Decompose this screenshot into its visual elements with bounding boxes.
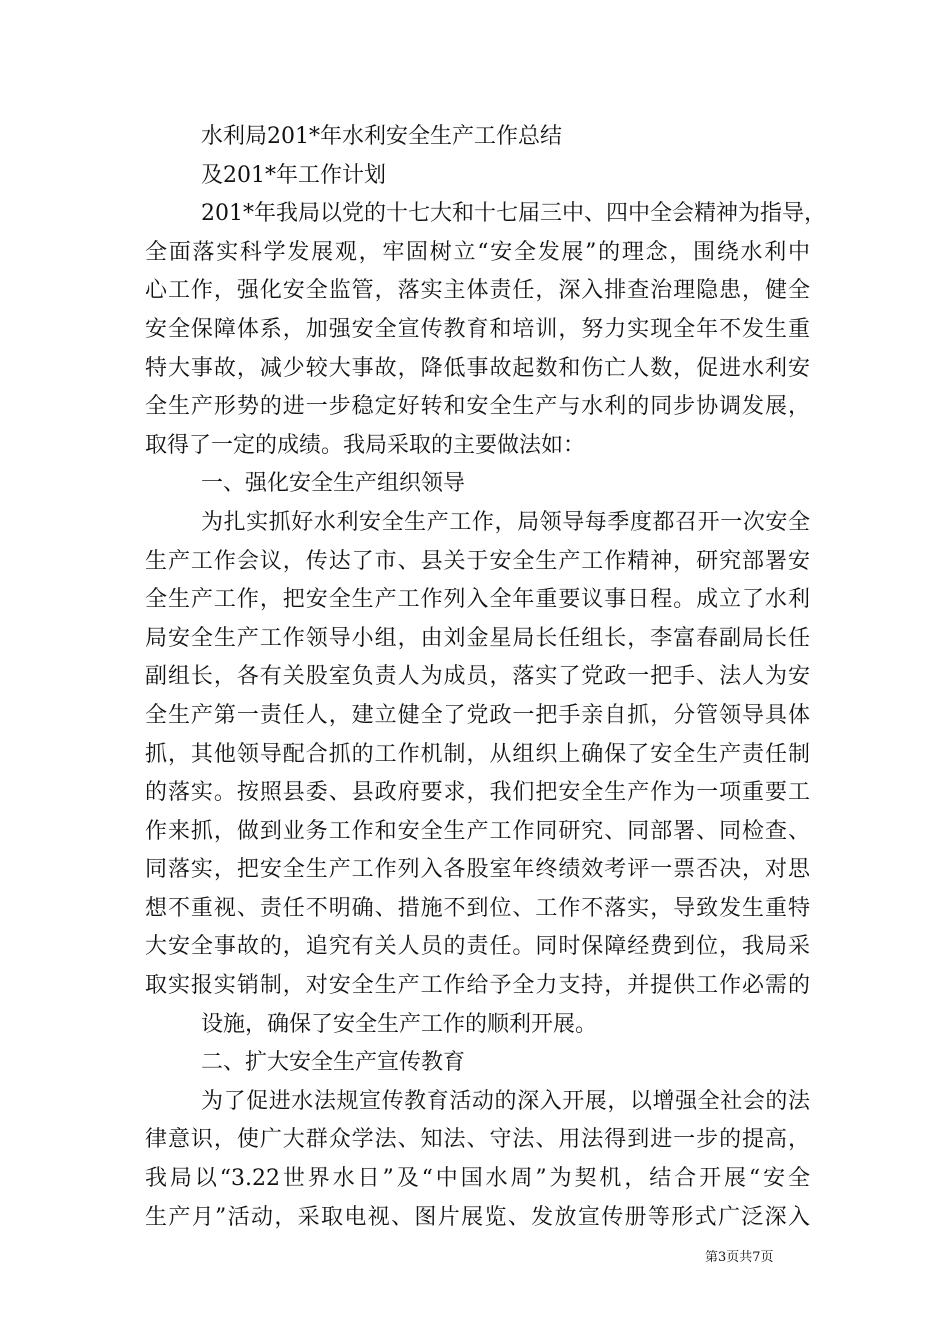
paragraph-line: 为扎实抓好水利安全生产工作，局领导每季度都召开一次安全	[201, 509, 810, 535]
paragraph-line: 全面落实科学发展观，牢固树立“安全发展”的理念，围绕水利中	[145, 239, 810, 265]
paragraph-line: 全生产形势的进一步稳定好转和安全生产与水利的同步协调发展，	[145, 394, 810, 420]
paragraph-line: 安全保障体系，加强安全宣传教育和培训，努力实现全年不发生重	[145, 316, 810, 342]
paragraph-line: 的落实。按照县委、县政府要求，我们把安全生产作为一项重要工	[145, 780, 810, 806]
paragraph-line: 律意识，使广大群众学法、知法、守法、用法得到进一步的提高，	[145, 1127, 810, 1153]
document-title-line-1: 水利局201*年水利安全生产工作总结	[201, 124, 562, 149]
paragraph-line: 心工作，强化安全监管，落实主体责任，深入排查治理隐患，健全	[145, 278, 810, 304]
paragraph-intro	[145, 195, 826, 465]
paragraph-line: 生产月”活动，采取电视、图片展览、发放宣传册等形式广泛深入	[145, 1204, 810, 1230]
paragraph-line: 想不重视、责任不明确、措施不到位、工作不落实，导致发生重特	[145, 895, 810, 921]
page-number-footer: 第3页共7页	[705, 1250, 774, 1265]
paragraph-line: 生产工作会议，传达了市、县关于安全生产工作精神，研究部署安	[145, 548, 810, 574]
paragraph-continuation: 设施，确保了安全生产工作的顺利开展。	[201, 1011, 598, 1037]
paragraph-line: 我局以“3.22世界水日”及“中国水周”为契机，结合开展“安全	[145, 1166, 810, 1192]
section-heading-1: 一、强化安全生产组织领导	[201, 471, 466, 497]
paragraph-line: 全生产第一责任人，建立健全了党政一把手亲自抓，分管领导具体	[145, 702, 810, 728]
paragraph-line: 作来抓，做到业务工作和安全生产工作同研究、同部署、同检查、	[145, 818, 810, 844]
paragraph-line: 副组长，各有关股室负责人为成员，落实了党政一把手、法人为安	[145, 664, 810, 690]
paragraph-line: 201*年我局以党的十七大和十七届三中、四中全会精神为指导，	[201, 201, 826, 227]
document-title-line-2: 及201*年工作计划	[201, 162, 386, 188]
paragraph-line: 抓，其他领导配合抓的工作机制，从组织上确保了安全生产责任制	[145, 741, 810, 767]
paragraph-line: 大安全事故的，追究有关人员的责任。同时保障经费到位，我局采	[145, 934, 810, 960]
paragraph-line: 局安全生产工作领导小组，由刘金星局长任组长，李富春副局长任	[145, 625, 810, 651]
paragraph-line: 全生产工作，把安全生产工作列入全年重要议事日程。成立了水利	[145, 587, 810, 613]
paragraph-line: 取实报实销制，对安全生产工作给予全力支持，并提供工作必需的	[145, 973, 810, 999]
section-heading-2: 二、扩大安全生产宣传教育	[201, 1050, 466, 1076]
document-body	[145, 118, 826, 1237]
paragraph-organization	[145, 504, 810, 1006]
paragraph-line: 取得了一定的成绩。我局采取的主要做法如：	[145, 432, 586, 458]
paragraph-line: 同落实，把安全生产工作列入各股室年终绩效考评一票否决，对思	[145, 857, 810, 883]
paragraph-line: 为了促进水法规宣传教育活动的深入开展，以增强全社会的法	[201, 1088, 810, 1114]
paragraph-publicity	[145, 1083, 810, 1237]
paragraph-line: 特大事故，减少较大事故，降低事故起数和伤亡人数，促进水利安	[145, 355, 810, 381]
